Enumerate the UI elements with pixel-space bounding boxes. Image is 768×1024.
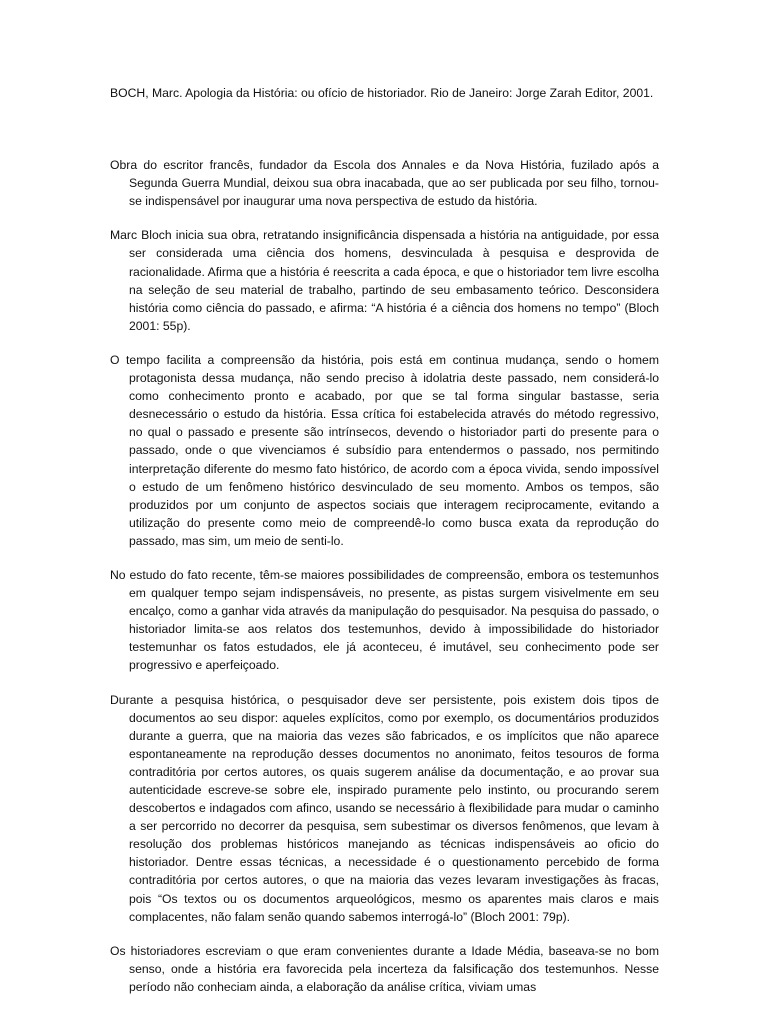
paragraph-time: O tempo facilita a compreensão da história, pois está em continua mudança, sendo o homem protagonista dessa mudança, não sendo preciso à idolatria deste passado, nem considerá-lo como conhecimento pronto e acabado, por que se tal forma singular bastasse, seria desnecessário o estudo da história. Essa crítica foi estabelecida através do método regressivo, no qual o passado e presente são intrínsecos, devendo o historiador parti do presente para o passado, onde o que vivenciamos é subsídio para entendermos o passado, nos permitindo interpretação diferente do mesmo fato histórico, de acordo com a época vivida, sendo impossível o estudo de um fenômeno histórico desvinculado de seu momento. Ambos os tempos, são produzidos por um conjunto de aspectos sociais que interagem reciprocamente, evitando a utilização do presente como meio de compreendê-lo como busca exata da reprodução do passado, mas sim, um meio de senti-lo. <box>110 352 659 548</box>
paragraph-research: Durante a pesquisa histórica, o pesquisador deve ser persistente, pois existem dois tipos de documentos ao seu dispor: aqueles explícitos, como por exemplo, os documentários produzidos durante a guerra, que na maioria das vezes são fabricados, e os implícitos que não aparece espontaneamente na reprodução desses documentos no anonimato, feitos tesouros de forma contraditória por certos autores, os quais sugerem análise da documentação, e ao provar sua autenticidade escreve-se sobre ele, inspirado puramente pelo instinto, ou procurando serem descobertos e indagados com afinco, usando se necessário à flexibilidade para mudar o caminho a ser percorrido no decorrer da pesquisa, sem subestimar os diversos fenômenos, que levam à resolução dos problemas históricos manejando as técnicas indispensáveis ao oficio do historiador. Dentre essas técnicas, a necessidade é o questionamento percebido de forma contraditória por certos autores, o que na maioria das vezes levaram investigações às fracas, pois “Os textos ou os documentos arqueológicos, mesmo os aparentes mais claros e mais complacentes, não falam senão quando sabemos interrogá-lo” (Bloch 2001: 79p). <box>110 692 659 924</box>
paragraph-intro: Obra do escritor francês, fundador da Escola dos Annales e da Nova História, fuzilado após a Segunda Guerra Mundial, deixou sua obra inacabada, que ao ser publicada por seu filho, tornou-se indispensável por inaugurar uma nova perspectiva de estudo da história. <box>110 158 659 209</box>
document-page <box>110 84 659 1012</box>
bibliographic-citation: BOCH, Marc. Apologia da História: ou ofício de historiador. Rio de Janeiro: Jorge Zarah Editor, 2001. <box>110 86 654 100</box>
paragraph-recent-fact: No estudo do fato recente, têm-se maiores possibilidades de compreensão, embora os testemunhos em qualquer tempo sejam indispensáveis, no presente, as pistas surgem visivelmente em seu encalço, como a ganhar vida através da manipulação do pesquisador. Na pesquisa do passado, o historiador limita-se aos relatos dos testemunhos, devido à impossibilidade do historiador testemunhar os fatos estudados, ele já aconteceu, é imutável, seu conhecimento pode ser progressivo e aperfeiçoado. <box>110 567 659 673</box>
paragraph-middle-ages: Os historiadores escreviam o que eram convenientes durante a Idade Média, baseava-se no bom senso, onde a história era favorecida pela incerteza da falsificação dos testemunhos. Nesse período não conheciam ainda, a elaboração da análise crítica, viviam umas <box>110 943 659 994</box>
paragraph-bloch-opening: Marc Bloch inicia sua obra, retratando insignificância dispensada a história na antiguidade, por essa ser considerada uma ciência dos homens, desvinculada à pesquisa e desprovida de racionalidade. Afirma que a história é reescrita a cada época, e que o historiador tem livre escolha na seleção de seu material de trabalho, partindo de seu embasamento teórico. Desconsidera história como ciência do passado, e afirma: “A história é a ciência dos homens no tempo” (Bloch 2001: 55p). <box>110 228 659 333</box>
